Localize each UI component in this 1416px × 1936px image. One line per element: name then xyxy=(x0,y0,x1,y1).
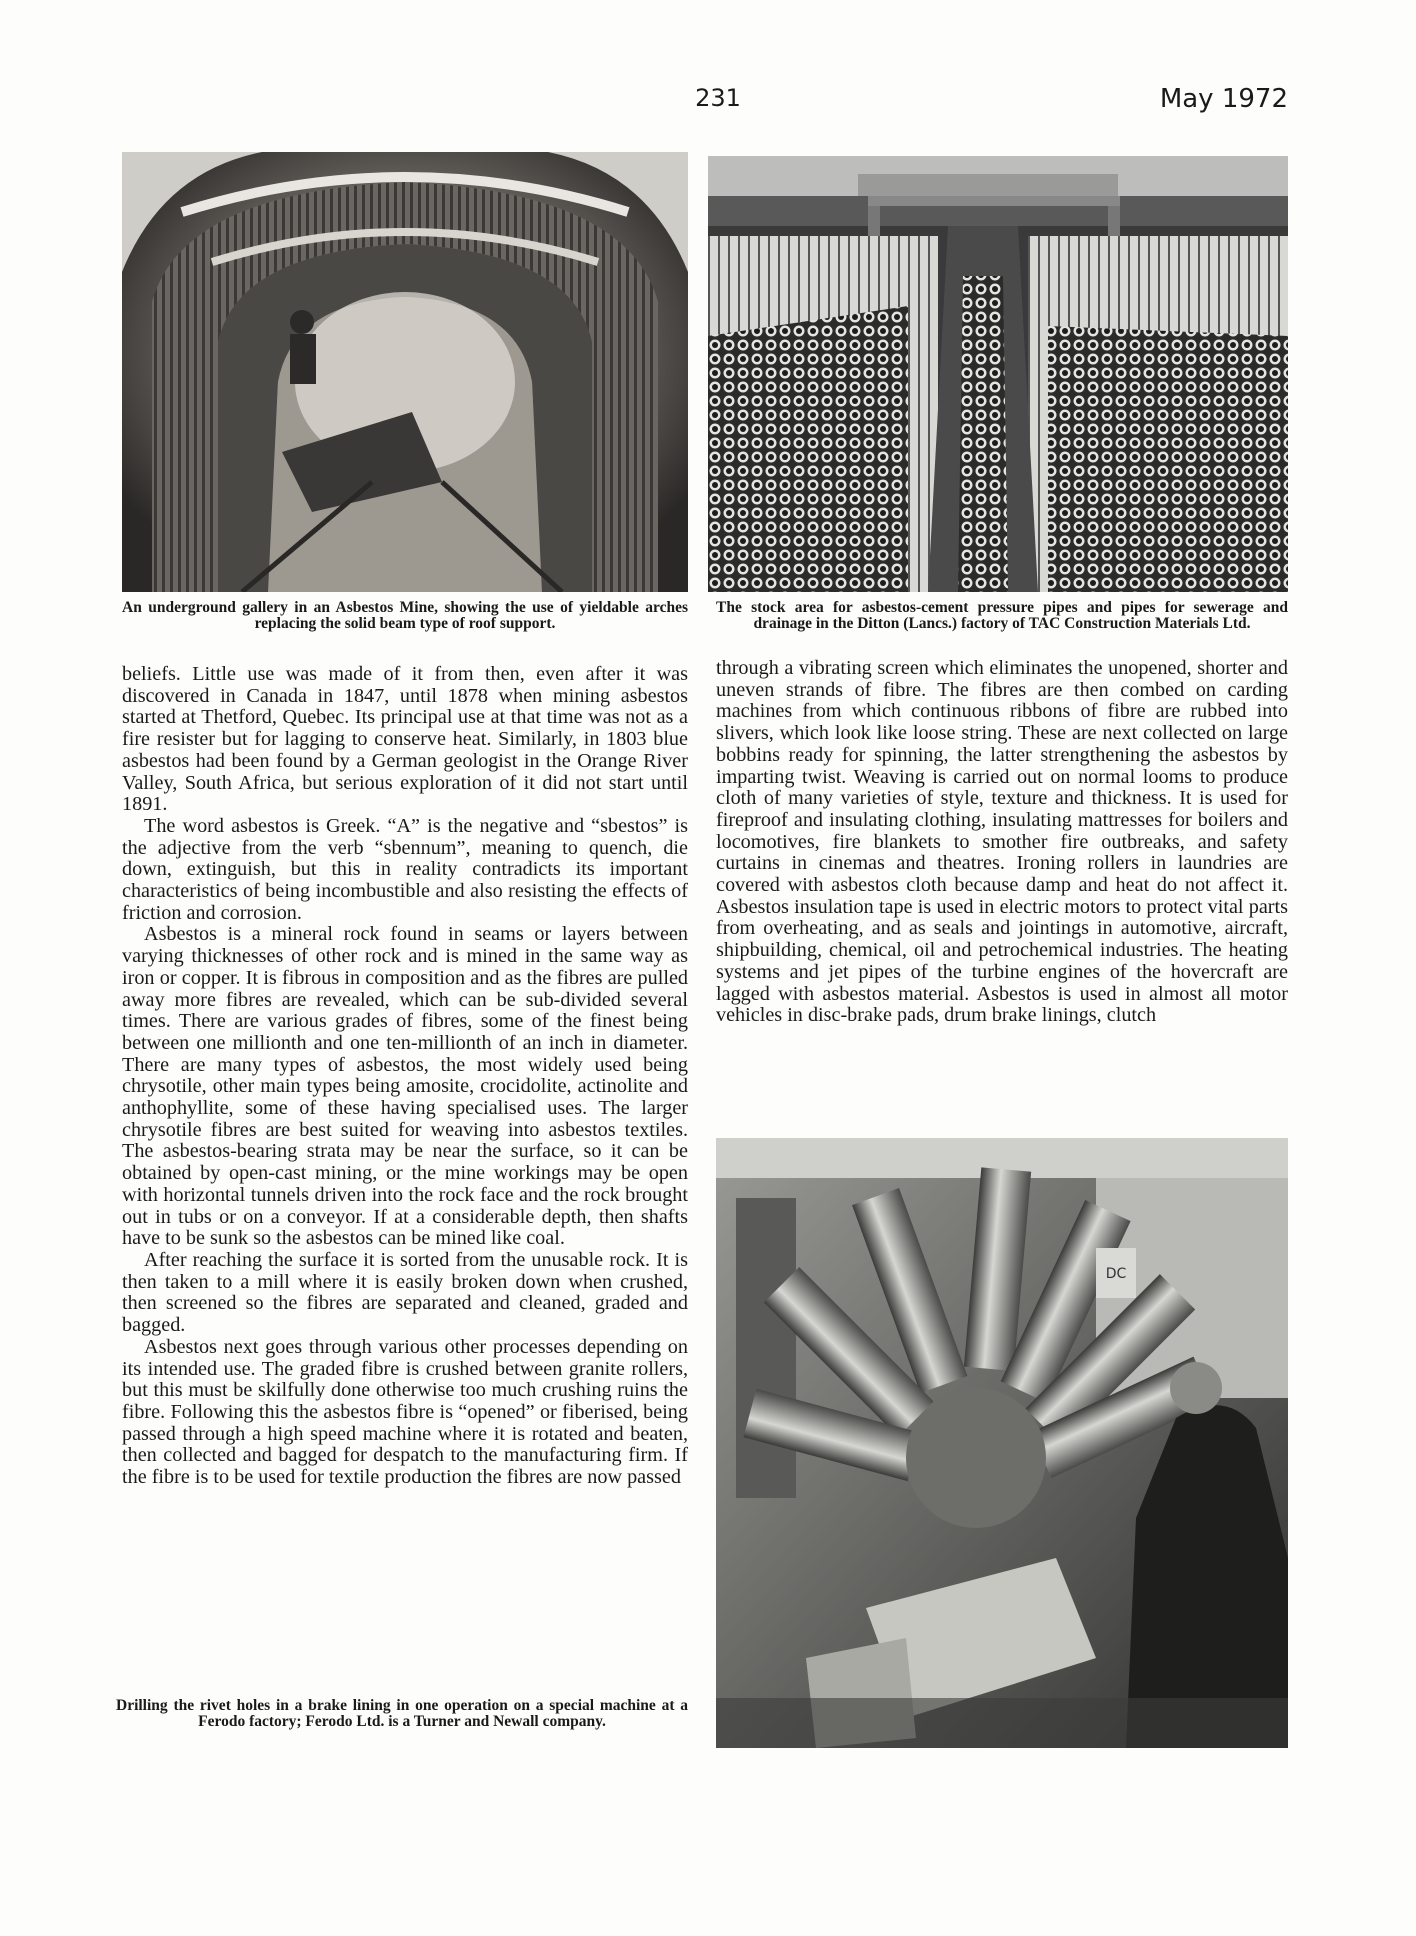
paragraph: The word asbestos is Greek. “A” is the negative and “sbestos” is the adjective from the verb “sbennum”, meaning to quench, die down, extinguish, but this in reality contradicts its important characteristics of being incombustible and also resisting the effects of friction and corrosion. xyxy=(122,814,688,924)
left-column-text xyxy=(122,664,688,1489)
paragraph: through a vibrating screen which eliminates the unopened, shorter and uneven strands of fibre. The fibres are then combed on carding machines from which continuous ribbons of fibre are rubbed into slivers, which look like loose string. These are next collected on large bobbins ready for spinning, the latter strengthening the asbestos by imparting twist. Weaving is carried out on normal looms to produce cloth of many varieties of style, texture and thickness. It is used for fireproof and insulating clothing, insulating mattresses for boilers and locomotives, fire blankets to smother fire outbreaks, and safety curtains in cinemas and theatres. Ironing rollers in laundries are covered with asbestos cloth because damp and heat do not affect it. Asbestos insulation tape is used in electric motors to protect vital parts from overheating, and as seals and jointings in automotive, aircraft, shipbuilding, chemical, oil and petrochemical industries. The heating systems and jet pipes of the turbine engines of the hovercraft are lagged with asbestos material. Asbestos is used in almost all motor vehicles in disc-brake pads, drum brake linings, clutch xyxy=(716,657,1288,1027)
machine-sign-text: DC xyxy=(1105,1266,1127,1282)
drilling-machine-photo xyxy=(716,1138,1288,1748)
paragraph: After reaching the surface it is sorted from the unusable rock. It is then taken to a mill where it is easily broken down when crushed, then screened so the fibres are separated and cleaned, graded and bagged. xyxy=(122,1248,688,1337)
right-column-text xyxy=(716,658,1288,1027)
page-number: 231 xyxy=(695,84,741,112)
issue-date: May 1972 xyxy=(1159,84,1288,114)
pipe-stock-yard-caption: The stock area for asbestos-cement pressure pipes and pipes for sewerage and drainage in the Ditton (Lancs.) factory of TAC Construction Materials Ltd. xyxy=(716,599,1288,632)
paragraph: Asbestos next goes through various other processes depending on its intended use. The graded fibre is crushed between granite rollers, but this must be skilfully done otherwise too much crushing ruins the fibre. Following this the asbestos fibre is “opened” or fiberised, being passed through a high speed machine where it is rotated and beaten, then collected and bagged for despatch to the manufacturing firm. If the fibre is to be used for textile production the fibres are now passed xyxy=(122,1335,688,1489)
mine-gallery-caption: An underground gallery in an Asbestos Mine, showing the use of yieldable arches replacing the solid beam type of roof support. xyxy=(122,599,688,632)
mine-gallery-photo xyxy=(122,152,688,592)
paragraph: beliefs. Little use was made of it from then, even after it was discovered in Canada in 1847, until 1878 when mining asbestos started at Thetford, Quebec. Its principal use at that time was not as a fire resister but for lagging to conserve heat. Similarly, in 1803 blue asbestos had been found by a German geologist in the Orange River Valley, South Africa, but serious exploration of it did not start until 1891. xyxy=(122,663,688,816)
pipe-stock-yard-photo xyxy=(708,156,1288,592)
drilling-machine-caption: Drilling the rivet holes in a brake lining in one operation on a special machine at a Ferodo factory; Ferodo Ltd. is a Turner and Newall company. xyxy=(116,1697,688,1730)
paragraph: Asbestos is a mineral rock found in seams or layers between varying thicknesses of other rock and is mined in the same way as iron or copper. It is fibrous in composition and as the fibres are pulled away more fibres are revealed, which can be sub-divided several times. There are various grades of fibres, some of the finest being between one millionth and one ten-millionth of an inch in diameter. There are many types of asbestos, the most widely used being chrysotile, other main types being amosite, crocidolite, actinolite and anthophyllite, some of these having specialised uses. The larger chrysotile fibres are best suited for weaving into asbestos textiles. The asbestos-bearing strata may be near the surface, so it can be obtained by open-cast mining, or the mine workings may be open with horizontal tunnels driven into the rock face and the rock brought out in tubs or on a conveyor. If at a considerable depth, then shafts have to be sunk so the asbestos can be mined like coal. xyxy=(122,923,688,1250)
